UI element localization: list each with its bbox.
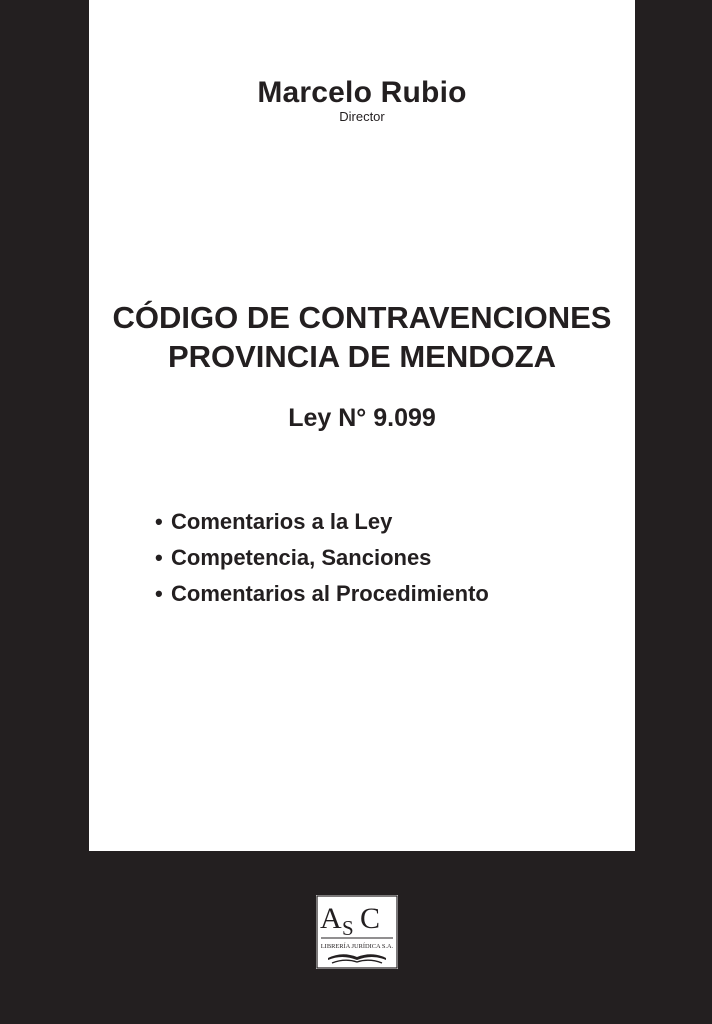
list-item [155,540,489,576]
publisher-logo [316,895,398,969]
law-number: Ley N° 9.099 [288,404,436,432]
title-line-1: CÓDIGO DE CONTRAVENCIONES [112,300,612,335]
publisher-logo-graphic [316,895,398,969]
bullet-icon: • [155,545,163,570]
logo-letter-a: A [320,902,342,935]
list-item [155,504,489,540]
cover-panel [89,0,635,851]
logo-letter-s: S [342,916,354,940]
title-line-2: PROVINCIA DE MENDOZA [167,339,557,374]
author-name: Marcelo Rubio [257,76,467,109]
logo-letter-c: C [360,902,381,935]
bullet-icon: • [155,581,163,606]
topic-label: Comentarios al Procedimiento [171,581,489,606]
topic-label: Comentarios a la Ley [171,509,393,534]
author-role: Director [339,109,385,124]
topics-list [155,504,489,612]
book-title [89,298,635,376]
topic-label: Competencia, Sanciones [171,545,432,570]
bullet-icon: • [155,509,163,534]
list-item [155,576,489,612]
logo-caption: LIBRERÍA JURÍDICA S.A. [320,943,394,950]
